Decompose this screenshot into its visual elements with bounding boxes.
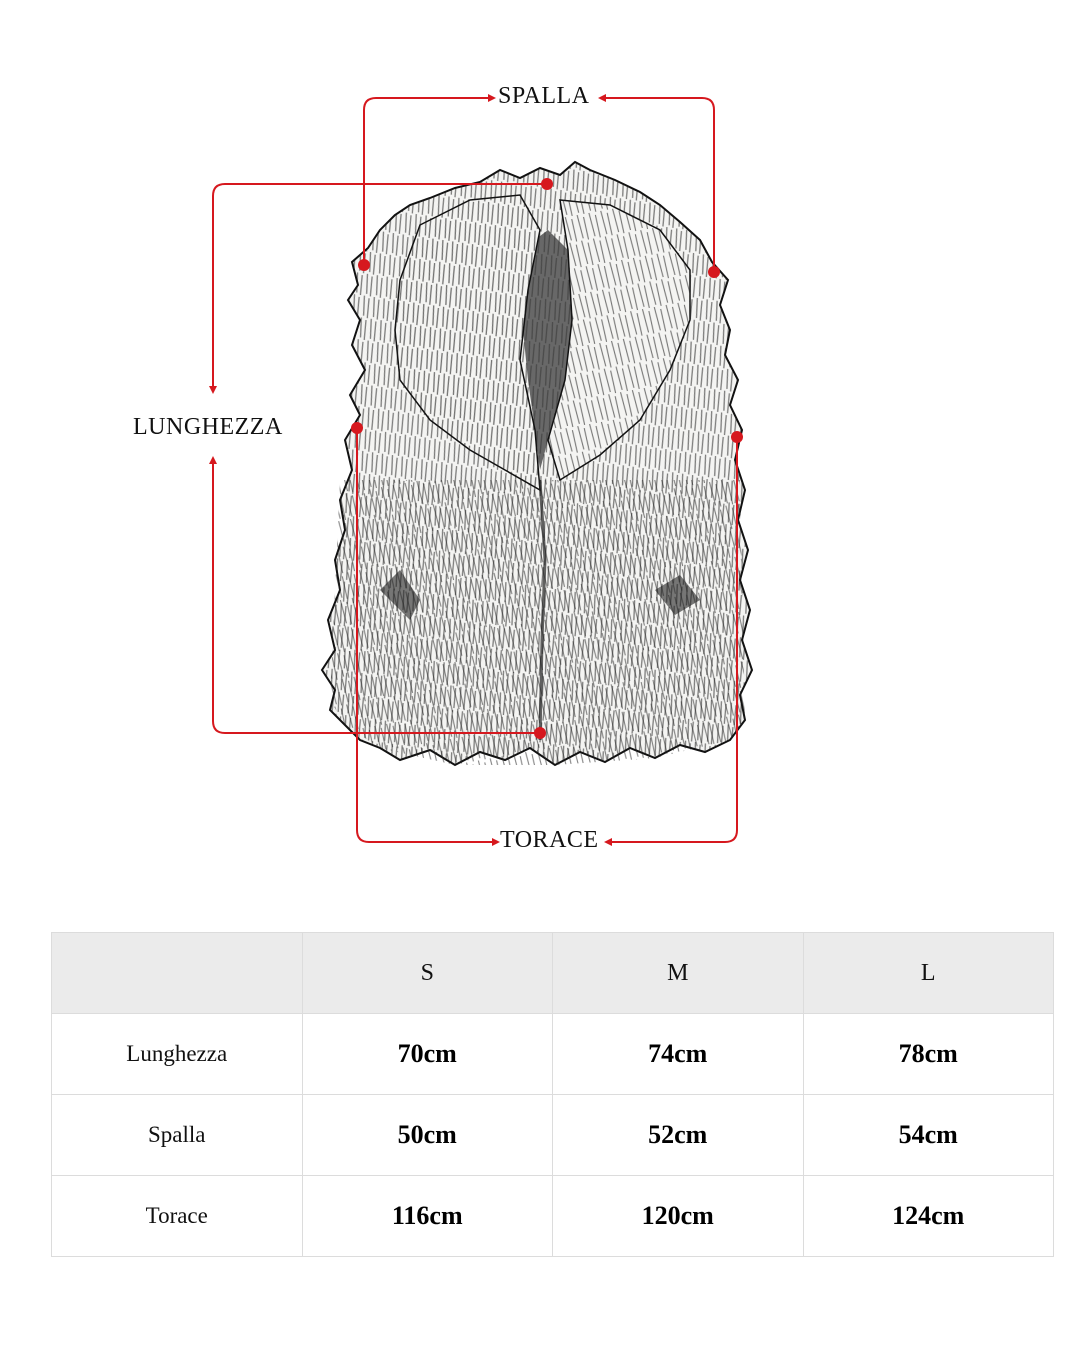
torace-label: TORACE [500,827,599,853]
fur-vest-icon [322,162,752,765]
header-size-m: M [553,933,804,1014]
spalla-label: SPALLA [498,83,590,109]
table-cell: 50cm [302,1095,553,1176]
header-size-s: S [302,933,553,1014]
header-empty-cell [52,933,303,1014]
table-header-row [52,933,1054,1014]
table-cell: 116cm [302,1176,553,1257]
table-row [52,1095,1054,1176]
lunghezza-label: LUNGHEZZA [133,414,283,440]
table-row [52,1014,1054,1095]
table-cell: 74cm [553,1014,804,1095]
table-cell: 70cm [302,1014,553,1095]
header-size-l: L [803,933,1054,1014]
table-cell: 120cm [553,1176,804,1257]
table-cell: 124cm [803,1176,1054,1257]
row-label-torace: Torace [52,1176,303,1257]
table-row [52,1176,1054,1257]
table-cell: 78cm [803,1014,1054,1095]
table-cell: 54cm [803,1095,1054,1176]
row-label-lunghezza: Lunghezza [52,1014,303,1095]
table-cell: 52cm [553,1095,804,1176]
size-chart-table [51,932,1054,1257]
row-label-spalla: Spalla [52,1095,303,1176]
